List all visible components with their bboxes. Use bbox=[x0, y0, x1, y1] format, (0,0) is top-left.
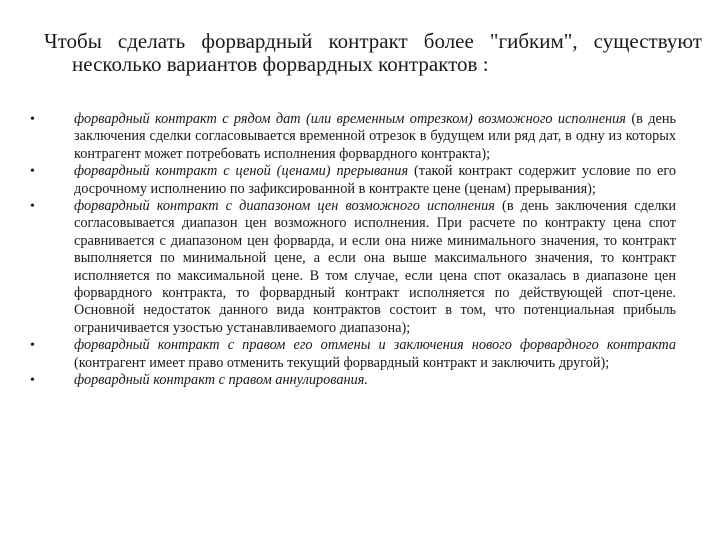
list-item bbox=[30, 372, 676, 389]
bullet-icon: • bbox=[30, 373, 35, 389]
item-term: форвардный контракт с правом его отмены и заключения нового форвардного контракта bbox=[74, 337, 676, 354]
item-term: форвардный контракт с правом аннулирования. bbox=[74, 372, 368, 389]
item-term: форвардный контракт с рядом дат (или временным отрезком) возможного исполнения bbox=[74, 111, 626, 127]
item-term: форвардный контракт с ценой (ценами) прерывания bbox=[74, 163, 409, 180]
item-term: форвардный контракт с диапазоном цен возможного исполнения bbox=[74, 198, 495, 215]
contract-variants-list bbox=[30, 111, 676, 390]
intro-heading: Чтобы сделать форвардный контракт более "гибким", существуют несколько вариантов форвардных контрактов : bbox=[44, 29, 702, 76]
item-description: (контрагент имеет право отменить текущий форвардный контракт и заключить другой); bbox=[74, 354, 610, 371]
item-description: (в день заключения сделки согласовывается диапазон цен возможного исполнения. При расчете по контракту цена спот сравнивается с диапазоном цен форварда, и если она ниже минимального значения, то контракт выполняется по минимальной цене, а если она выше максимального значения, то контракт исполняется по максимальной цене. В том случае, если цена спот оказалась в диапазоне цен форвардного контракта, то форвардный контракт исполняется по действующей спот-цене. Основной недостаток данного вида контрактов состоит в том, что потенциальная прибыль ограничивается узостью устанавливаемого диапазона); bbox=[74, 198, 676, 336]
list-item bbox=[30, 337, 676, 372]
item-description: (в день заключения сделки согласовывается временной отрезок в будущем или ряд дат, в одну из которых контрагент может потребовать исполнения форвардного контракта); bbox=[74, 111, 676, 162]
list-item bbox=[30, 163, 676, 198]
list-item bbox=[30, 198, 676, 337]
item-description: (такой контракт содержит условие по его досрочному исполнению по зафиксированной в контракте цене (ценам) прерывания); bbox=[74, 163, 677, 197]
bullet-icon: • bbox=[30, 338, 35, 354]
list-item bbox=[30, 111, 676, 163]
bullet-icon: • bbox=[30, 112, 35, 127]
bullet-icon: • bbox=[30, 164, 35, 180]
bullet-icon: • bbox=[30, 199, 35, 215]
